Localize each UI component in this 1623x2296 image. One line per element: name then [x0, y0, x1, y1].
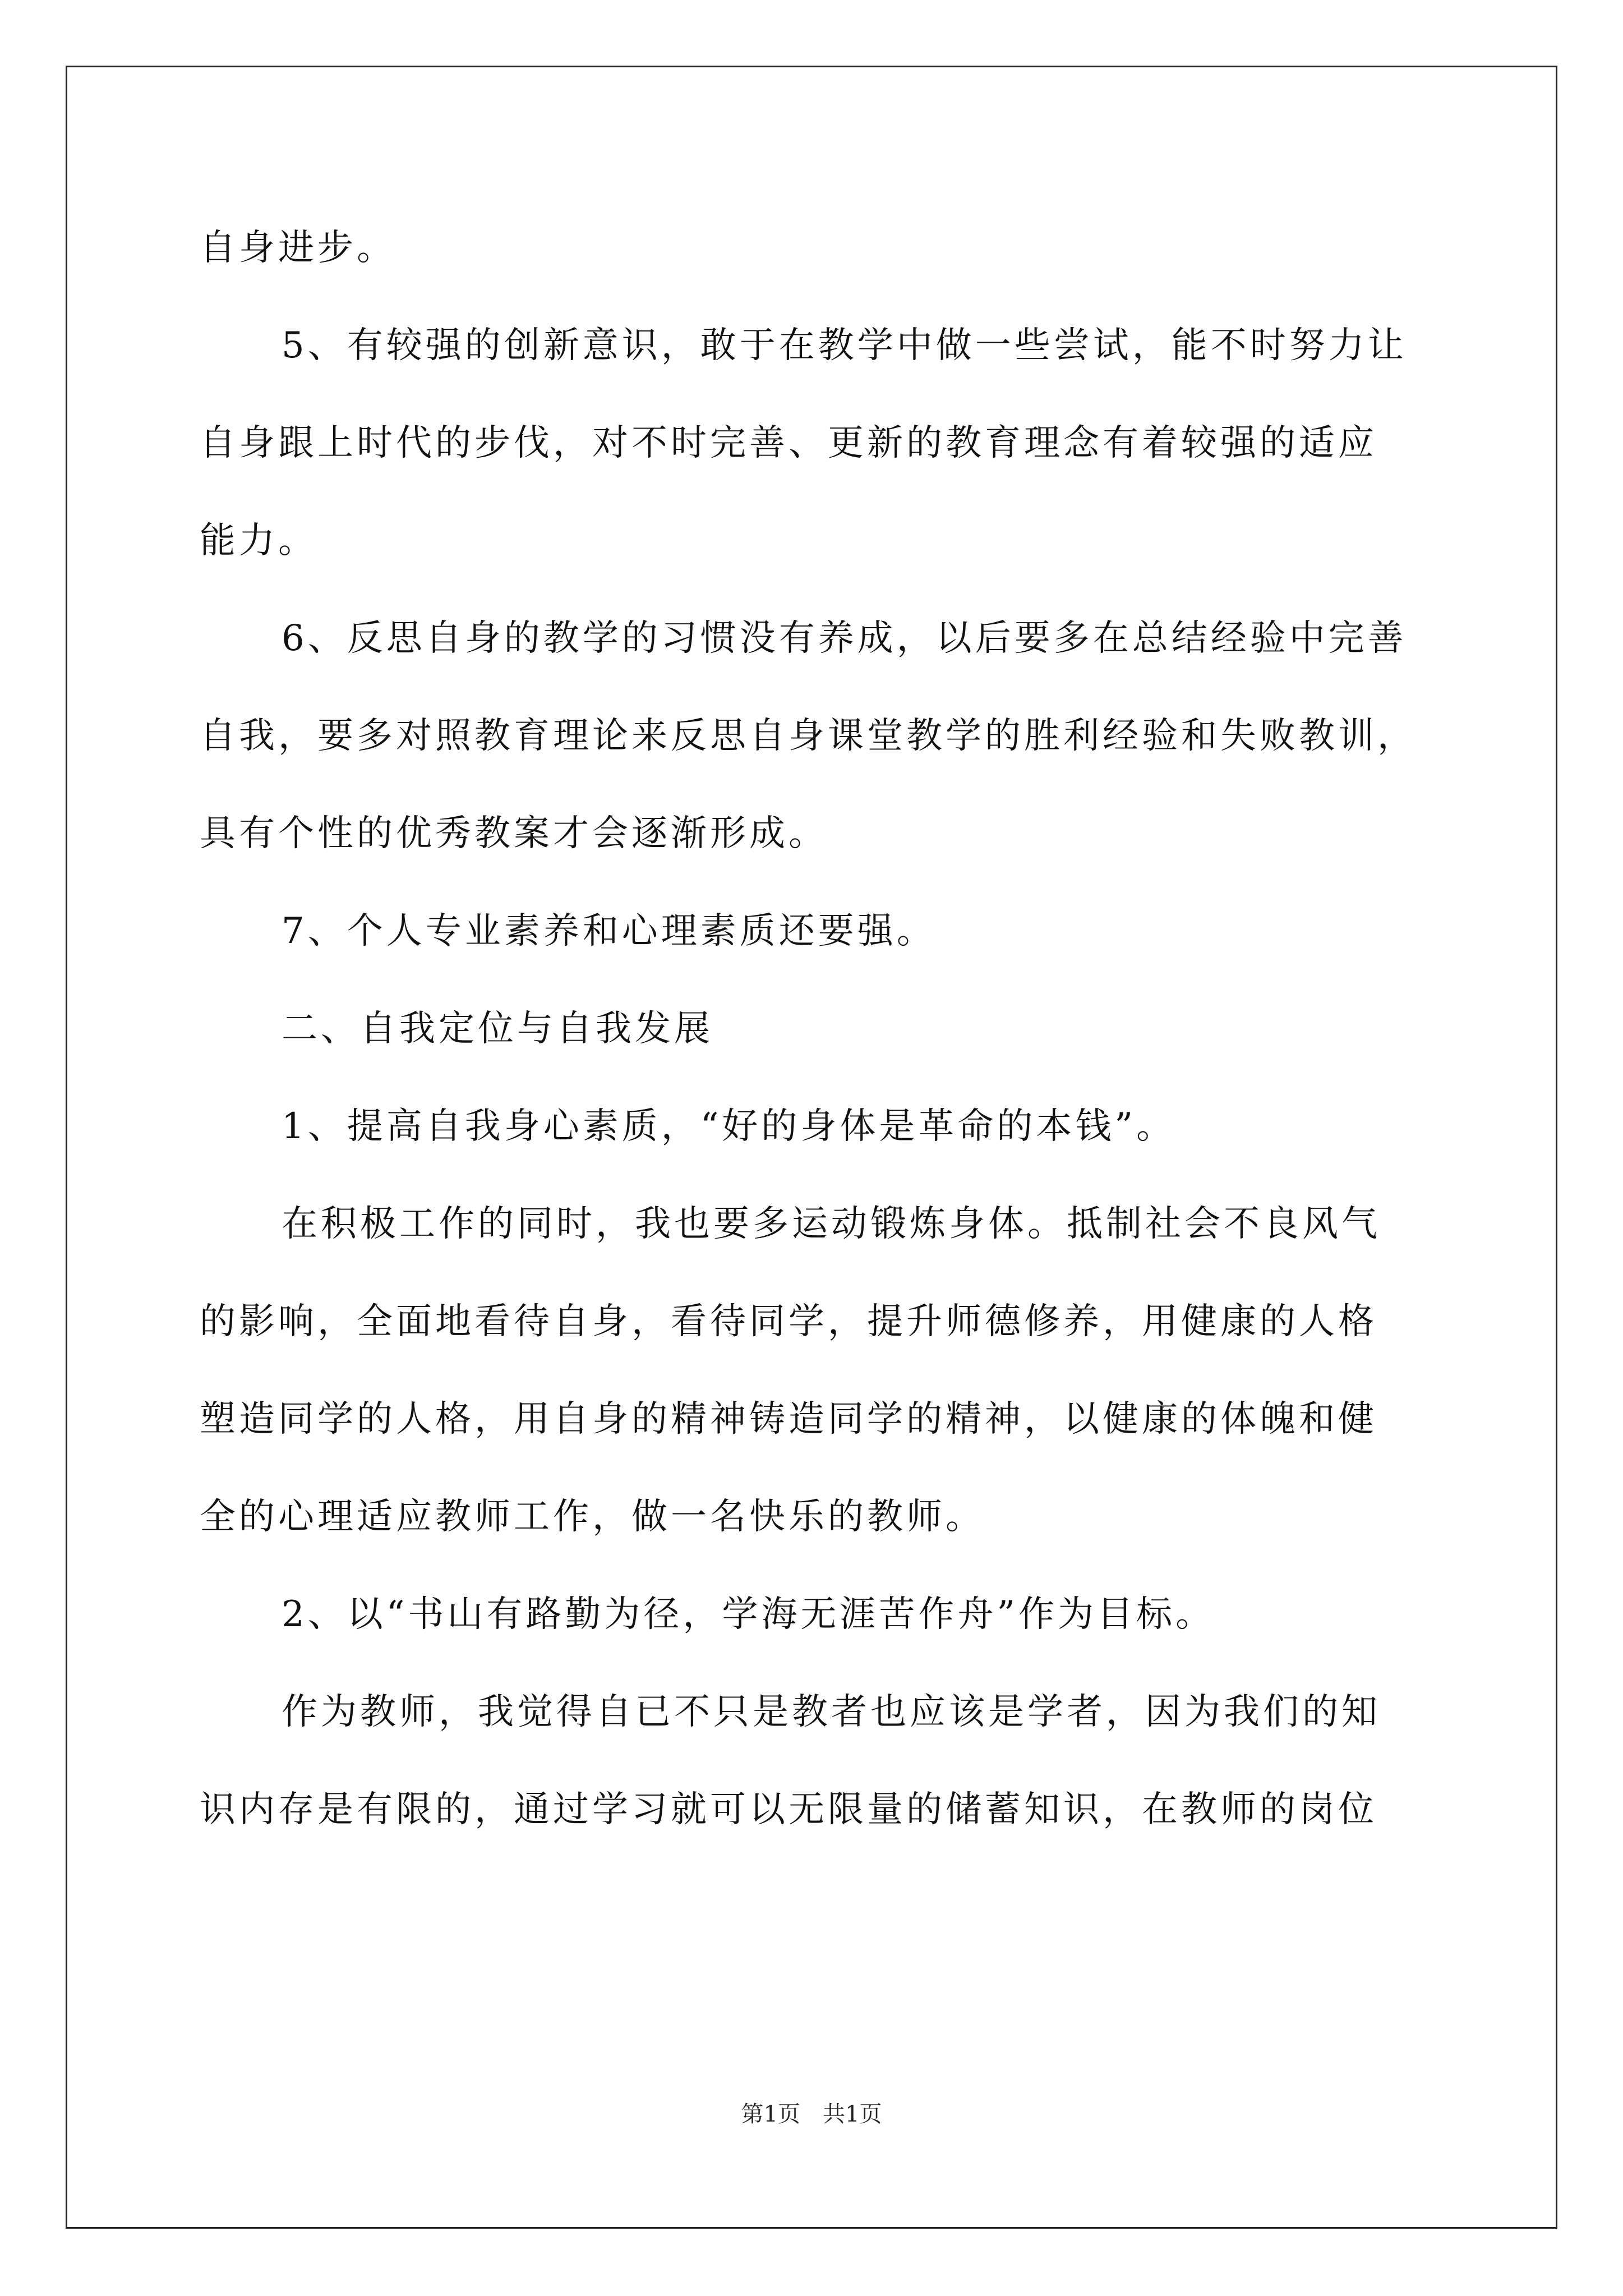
text-line: 在积极工作的同时，我也要多运动锻炼身体。抵制社会不良风气 [282, 1203, 1381, 1245]
document-body [200, 199, 1433, 1858]
text-line: 1、提高自我身心素质，“好的身体是革命的本钱”。 [282, 1106, 1176, 1147]
text-line: 自我，要多对照教育理论来反思自身课堂教学的胜利经验和失败教训， [200, 715, 1417, 757]
text-line: 作为教师，我觉得自已不只是教者也应该是学者，因为我们的知 [282, 1691, 1381, 1733]
text-line: 自身跟上时代的步伐，对不时完善、更新的教育理念有着较强的适应 [200, 422, 1377, 464]
section-heading: 二、自我定位与自我发展 [282, 1008, 713, 1050]
text-line: 2、以“书山有路勤为径，学海无涯苦作舟”作为目标。 [282, 1594, 1215, 1635]
text-line: 能力。 [200, 520, 317, 562]
text-line: 6、反思自身的教学的习惯没有养成，以后要多在总结经验中完善 [282, 618, 1407, 659]
text-line: 识内存是有限的，通过学习就可以无限量的储蓄知识，在教师的岗位 [200, 1789, 1377, 1830]
text-line: 塑造同学的人格，用自身的精神铸造同学的精神，以健康的体魄和健 [200, 1398, 1377, 1440]
text-line: 5、有较强的创新意识，敢于在教学中做一些尝试，能不时努力让 [282, 325, 1407, 366]
text-line: 7、个人专业素养和心理素质还要强。 [282, 910, 936, 952]
text-line: 全的心理适应教师工作，做一名快乐的教师。 [200, 1496, 985, 1538]
text-line: 自身进步。 [200, 227, 396, 269]
page-number-footer: 第1页 共1页 [741, 2101, 882, 2127]
text-line: 具有个性的优秀教案才会逐渐形成。 [200, 813, 828, 854]
text-line: 的影响，全面地看待自身，看待同学，提升师德修养，用健康的人格 [200, 1301, 1377, 1342]
